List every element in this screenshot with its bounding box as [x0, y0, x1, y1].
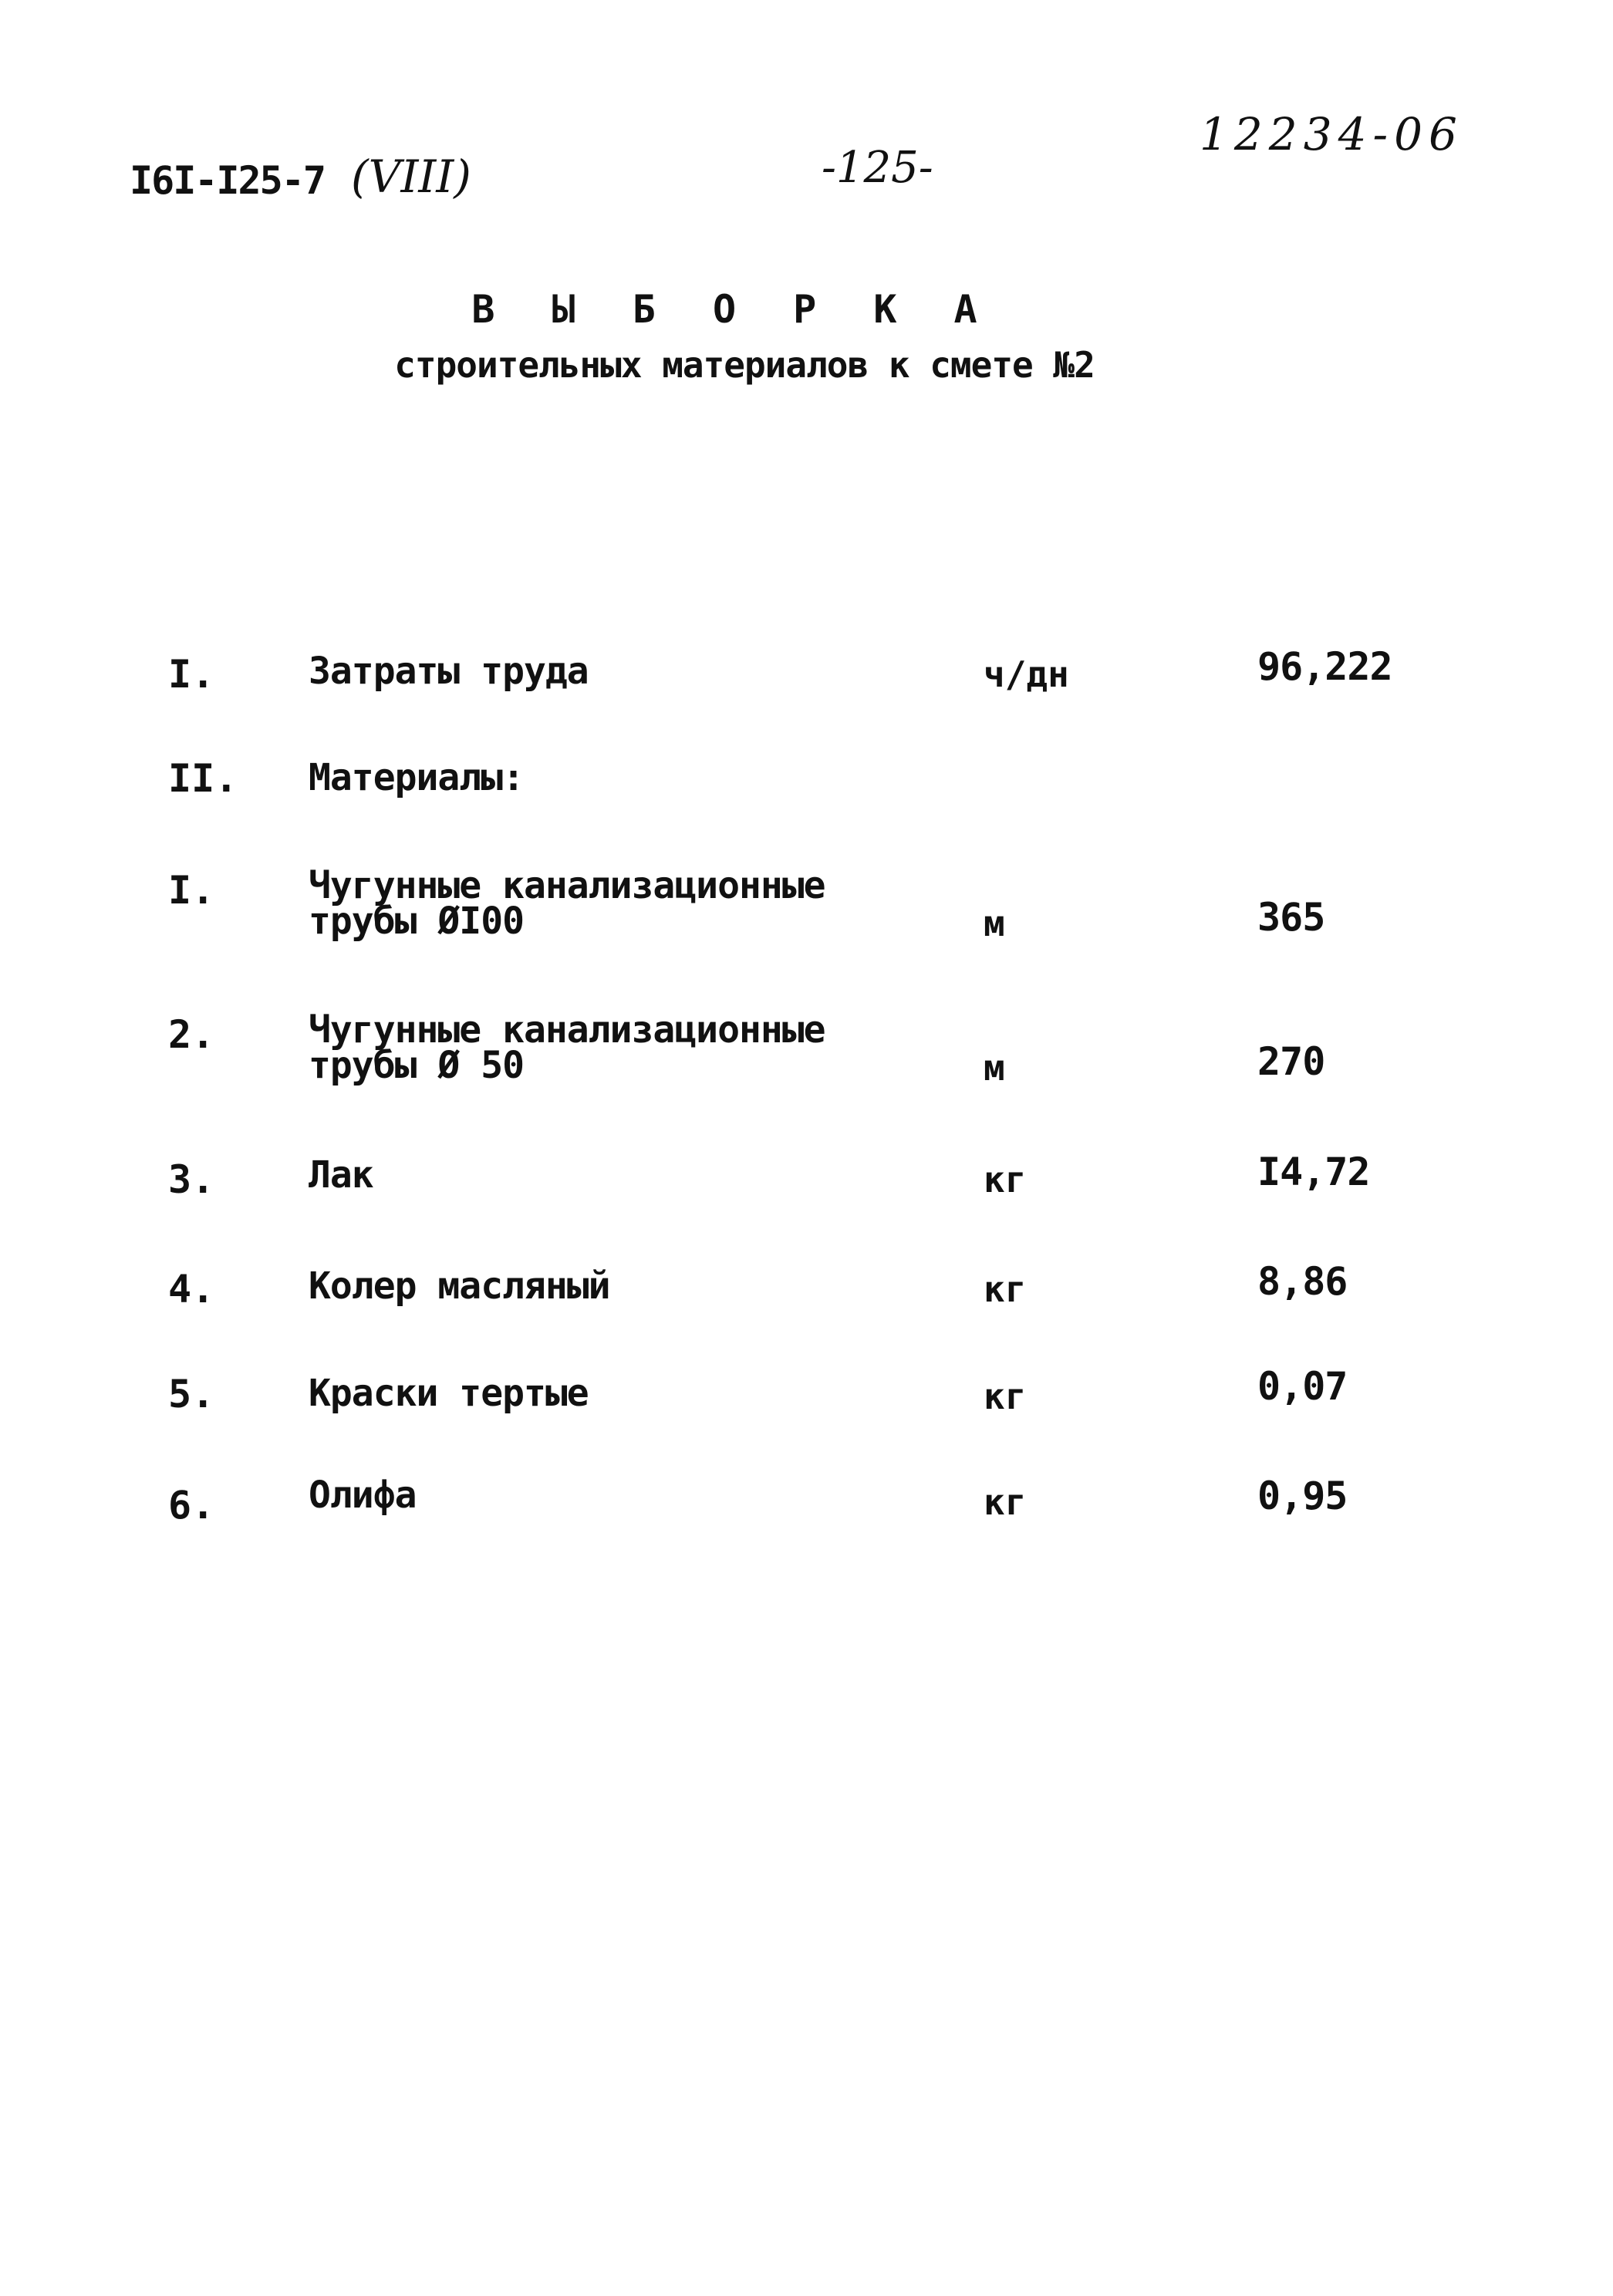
item-name: Материалы: — [309, 756, 524, 799]
list-item — [0, 1150, 1613, 1242]
item-unit: кг — [984, 1159, 1027, 1200]
item-number: 4. — [168, 1267, 215, 1312]
item-unit: ч/дн — [984, 653, 1069, 695]
item-number: I. — [168, 652, 215, 697]
item-unit: м — [984, 903, 1005, 944]
archive-number: 12234-06 — [1200, 108, 1463, 160]
item-quantity: 96,222 — [1257, 644, 1392, 689]
item-name-line-2: трубы ØI00 — [309, 900, 524, 943]
document-title: В Ы Б О Р К А — [471, 287, 994, 332]
item-number: 2. — [168, 1012, 215, 1057]
item-number: I. — [168, 868, 215, 913]
item-name: Затраты труда — [309, 650, 589, 693]
item-quantity: 365 — [1257, 895, 1325, 940]
item-unit: кг — [984, 1481, 1027, 1523]
item-unit: м — [984, 1047, 1005, 1089]
list-item — [0, 864, 1613, 961]
item-number: 6. — [168, 1483, 215, 1528]
item-number: 3. — [168, 1157, 215, 1202]
item-quantity: 0,95 — [1257, 1474, 1348, 1518]
list-item — [0, 1474, 1613, 1566]
item-name — [309, 864, 825, 943]
document-code: I6I-I25-7 — [130, 158, 325, 203]
item-quantity: 270 — [1257, 1039, 1325, 1084]
item-quantity: I4,72 — [1257, 1150, 1370, 1194]
item-name-line-2: трубы Ø 50 — [309, 1044, 524, 1087]
item-name: Краски тертые — [309, 1372, 589, 1415]
document-code-handwritten: (VIII) — [351, 150, 471, 203]
item-name — [309, 1008, 825, 1087]
page-number: -125- — [822, 143, 933, 193]
list-item — [0, 756, 1613, 849]
item-number: 5. — [168, 1372, 215, 1416]
list-item — [0, 1364, 1613, 1457]
item-unit: кг — [984, 1268, 1027, 1310]
item-quantity: 8,86 — [1257, 1259, 1348, 1304]
item-name: Олифа — [309, 1474, 417, 1517]
item-name: Колер масляный — [309, 1264, 610, 1308]
item-quantity: 0,07 — [1257, 1364, 1348, 1409]
document-subtitle: строительных материалов к смете №2 — [394, 344, 1095, 386]
item-unit: кг — [984, 1376, 1027, 1417]
list-item — [0, 1008, 1613, 1105]
item-name-line-1: Чугунные канализационные — [309, 1008, 825, 1052]
item-name: Лак — [309, 1153, 373, 1197]
item-name-line-1: Чугунные канализационные — [309, 864, 825, 907]
list-item — [0, 1259, 1613, 1352]
list-item — [0, 644, 1613, 737]
item-number: II. — [168, 756, 238, 801]
